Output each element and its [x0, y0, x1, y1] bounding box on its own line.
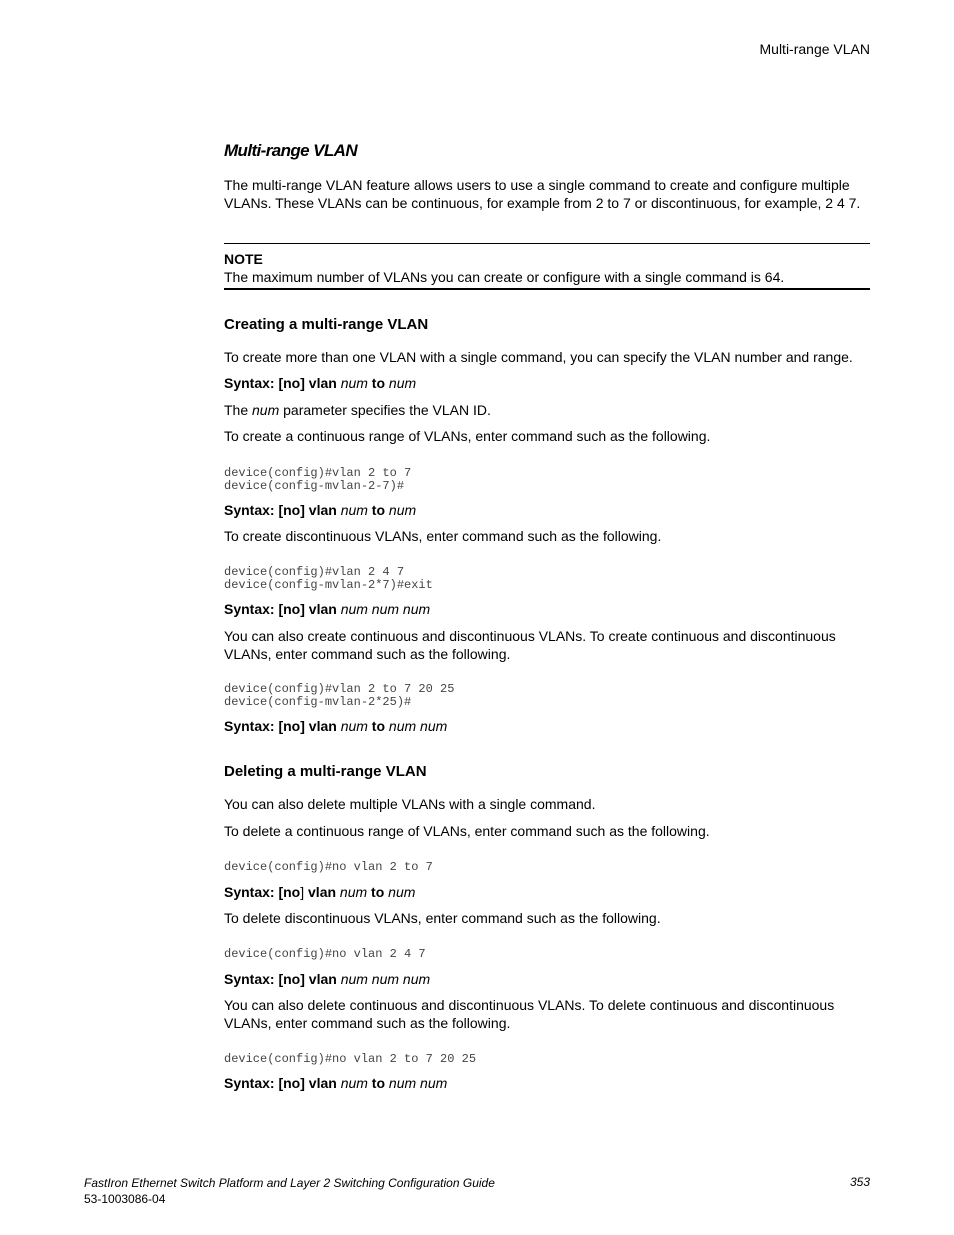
note-label: NOTE	[224, 251, 263, 267]
deleting-paragraph-3: To delete discontinuous VLANs, enter command such as the following.	[224, 910, 661, 926]
code-block: device(config)#vlan 2 to 7 20 25 device(config-mvlan-2*25)#	[224, 682, 455, 709]
syntax-line: Syntax: [no] vlan num to num	[224, 502, 417, 518]
syntax-line: Syntax: [no] vlan num num num	[224, 971, 431, 987]
creating-paragraph-3: To create a continuous range of VLANs, enter command such as the following.	[224, 428, 711, 444]
syntax-line: Syntax: [no] vlan num to num	[224, 375, 417, 391]
heading-creating: Creating a multi-range VLAN	[224, 316, 429, 333]
section-title: Multi-range VLAN	[224, 141, 358, 160]
deleting-paragraph-4: You can also delete continuous and discontinuous VLANs. To delete continuous and discontinuous VLANs, enter command such as the following.	[224, 997, 835, 1031]
creating-paragraph-1: To create more than one VLAN with a single command, you can specify the VLAN number and range.	[224, 349, 853, 365]
intro-paragraph: The multi-range VLAN feature allows users to use a single command to create and configure multiple VLANs. These VLANs can be continuous, for example from 2 to 7 or discontinuous, for example, 2 4 7.	[224, 177, 861, 211]
syntax-line: Syntax: [no] vlan num to num num	[224, 718, 448, 734]
code-block: device(config)#no vlan 2 to 7	[224, 860, 433, 874]
creating-paragraph-5: You can also create continuous and discontinuous VLANs. To create continuous and discontinuous VLANs, enter command such as the following.	[224, 628, 836, 662]
syntax-line: Syntax: [no] vlan num to num num	[224, 1075, 448, 1091]
creating-paragraph-2: The num parameter specifies the VLAN ID.	[224, 402, 491, 418]
deleting-paragraph-2: To delete a continuous range of VLANs, enter command such as the following.	[224, 823, 710, 839]
note-text: The maximum number of VLANs you can create or configure with a single command is 64.	[224, 269, 785, 285]
creating-paragraph-4: To create discontinuous VLANs, enter command such as the following.	[224, 528, 662, 544]
code-block: device(config)#vlan 2 4 7 device(config-mvlan-2*7)#exit	[224, 565, 433, 592]
code-block: device(config)#no vlan 2 4 7	[224, 947, 426, 961]
footer-left	[84, 1175, 495, 1207]
footer-guide-title: FastIron Ethernet Switch Platform and Layer 2 Switching Configuration Guide	[84, 1176, 495, 1190]
page-number: 353	[849, 1175, 870, 1189]
code-block: device(config)#no vlan 2 to 7 20 25	[224, 1052, 477, 1066]
code-block: device(config)#vlan 2 to 7 device(config-mvlan-2-7)#	[224, 466, 412, 493]
deleting-paragraph-1: You can also delete multiple VLANs with a single command.	[224, 796, 596, 812]
running-header: Multi-range VLAN	[759, 41, 870, 57]
syntax-line: Syntax: [no] vlan num num num	[224, 601, 431, 617]
syntax-line: Syntax: [no] vlan num to num	[224, 884, 416, 900]
footer-doc-number: 53-1003086-04	[84, 1192, 166, 1206]
heading-deleting: Deleting a multi-range VLAN	[224, 763, 427, 780]
